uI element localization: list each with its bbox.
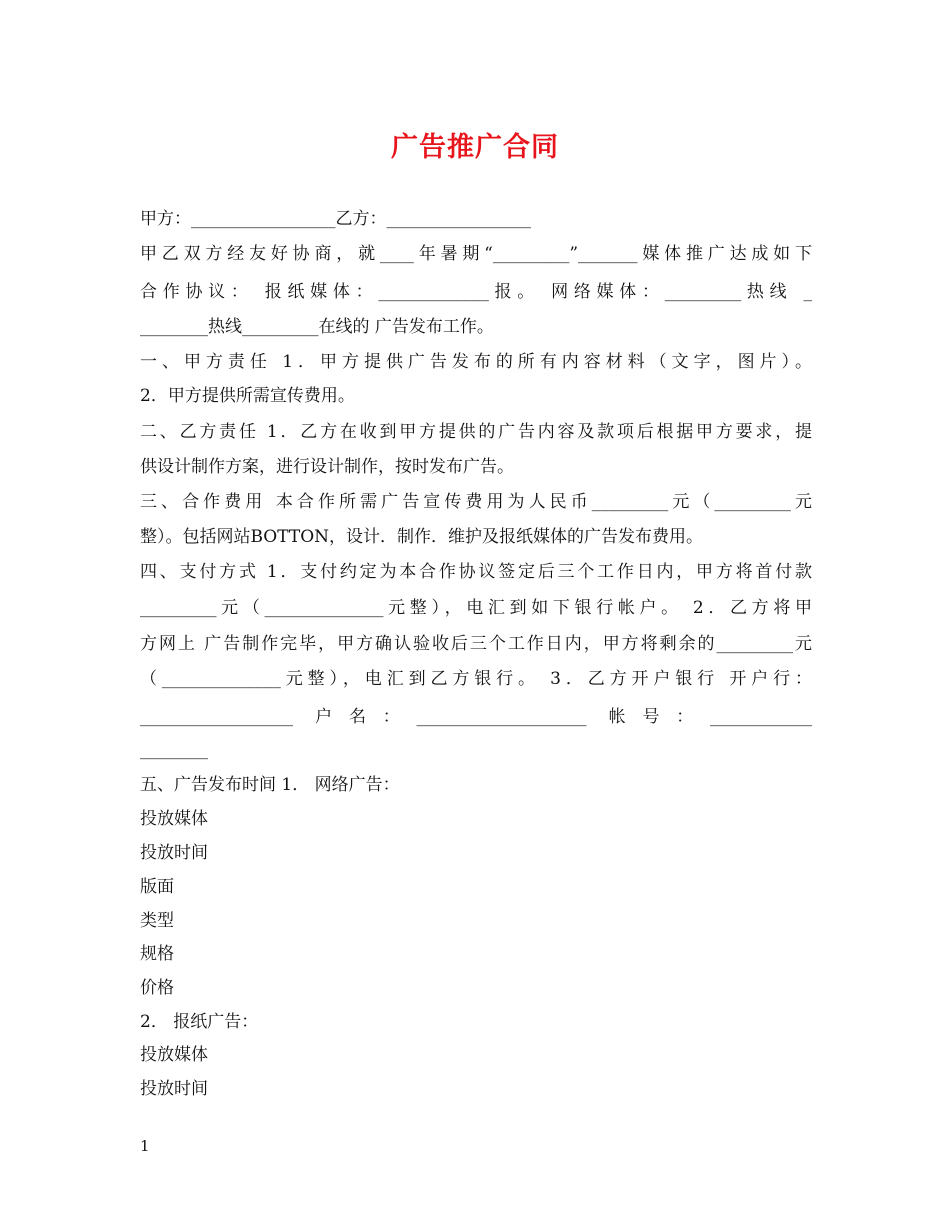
- section-5-heading: 五、广告发布时间 1． 网络广告：: [140, 775, 400, 795]
- online-type-item: 类型: [140, 911, 174, 931]
- online-time-item: 投放时间: [140, 843, 208, 863]
- section-4-line-1: 四、支付方式 1．支付约定为本合作协议签定后三个工作日内，甲方将首付款: [140, 562, 812, 582]
- section-3-line-1: 三、合作费用 本合作所需广告宣传费用为人民币_________元（_________元: [140, 492, 812, 512]
- intro-line-2: 合作协议： 报纸媒体：_____________报。 网络媒体：_________热线 _: [140, 282, 812, 302]
- online-size-item: 规格: [140, 944, 174, 964]
- document-title: 广告推广合同: [391, 132, 559, 163]
- section-4-line-3: 方网上 广告制作完毕，甲方确认验收后三个工作日内，甲方将剩余的_________元: [140, 634, 812, 654]
- intro-line-1: 甲乙双方经友好协商，就____年暑期“_________”_______媒体推广达成如下: [140, 244, 812, 264]
- online-layout-item: 版面: [140, 877, 174, 897]
- section-4-line-2: _________元（______________元整），电汇到如下银行帐户。 2．乙方将甲: [140, 598, 812, 618]
- newspaper-time-item: 投放时间: [140, 1079, 208, 1099]
- section-4-line-4: （______________元整），电汇到乙方银行。 3．乙方开户银行 开户行：: [140, 669, 812, 689]
- online-price-item: 价格: [140, 978, 174, 998]
- newspaper-media-item: 投放媒体: [140, 1045, 208, 1065]
- party-line: 甲方：_________________乙方：_________________: [140, 209, 531, 229]
- intro-line-3: ________热线_________在线的 广告发布工作。: [140, 317, 494, 337]
- online-media-item: 投放媒体: [140, 809, 208, 829]
- newspaper-heading: 2． 报纸广告：: [140, 1012, 259, 1032]
- section-2-line-2: 供设计制作方案，进行设计制作，按时发布广告。: [140, 457, 514, 477]
- section-1-line-2: 2．甲方提供所需宣传费用。: [140, 386, 355, 406]
- section-3-line-2: 整）。包括网站BOTTON，设计．制作．维护及报纸媒体的广告发布费用。: [140, 527, 704, 547]
- section-4-line-6: ________: [140, 740, 208, 760]
- page-number: 1: [140, 1137, 150, 1155]
- section-2-line-1: 二、乙方责任 1．乙方在收到甲方提供的广告内容及款项后根据甲方要求，提: [140, 422, 812, 442]
- section-4-line-5: __________________ 户名：____________________ 帐号：____________: [140, 707, 812, 727]
- section-1-line-1: 一、甲方责任 1．甲方提供广告发布的所有内容材料（文字，图片）。: [140, 352, 812, 372]
